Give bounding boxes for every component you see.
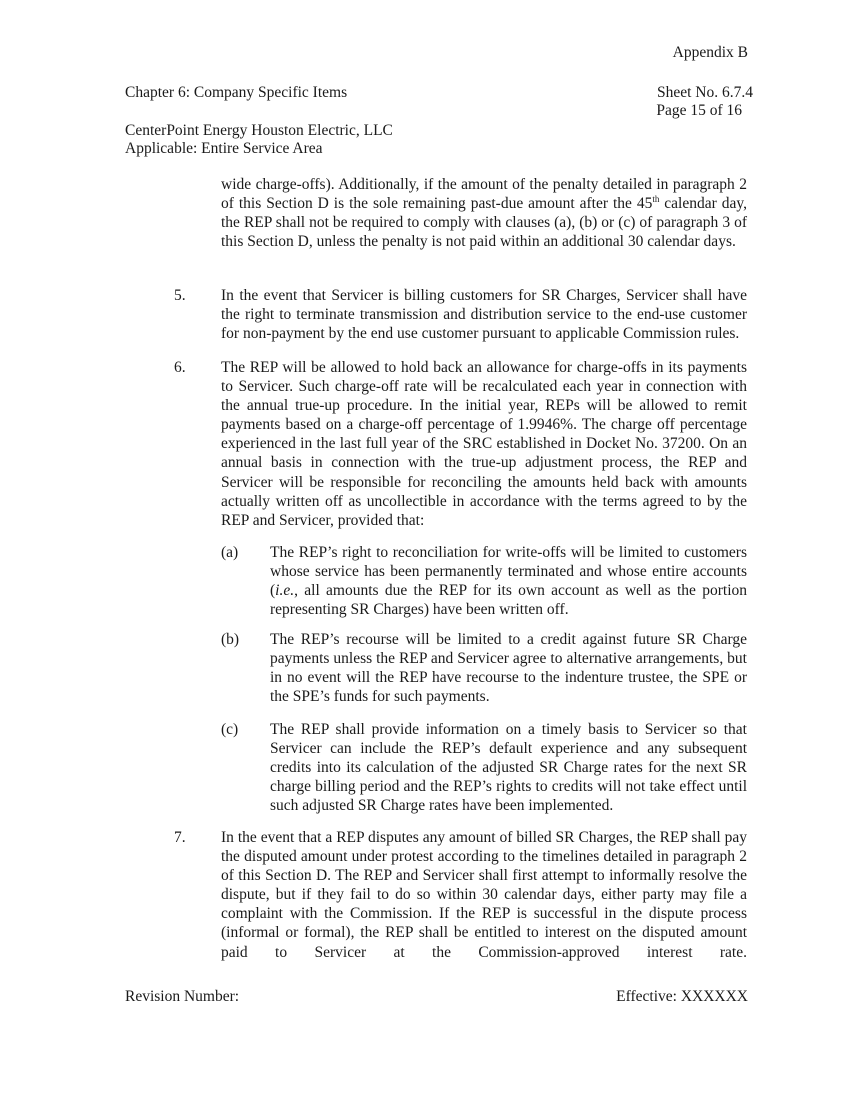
subitem-paragraph: The REP’s right to reconciliation for write-offs will be limited to customers whose service has been permanently terminated and whose entire accounts (i.e., all amounts due the REP for its own account as well as the portion representing SR Charges) have been written off. [270, 544, 747, 619]
subitem-label: (c) [221, 721, 239, 738]
company-name: CenterPoint Energy Houston Electric, LLC [125, 122, 393, 139]
item-number: 7. [174, 829, 186, 846]
item-paragraph: In the event that a REP disputes any amount of billed SR Charges, the REP shall pay the disputed amount under protest according to the timelines detailed in paragraph 2 of this Section D. The REP and Servicer shall first attempt to informally resolve the dispute, but if they fail to do so within 30 calendar days, either party may file a complaint with the Commission. If the REP is successful in the dispute process (informal or formal), the REP shall be entitled to interest on the disputed amount paid to Servicer at the Commission-approved interest rate. [221, 829, 747, 961]
ordinal-suffix: th [652, 194, 660, 205]
subitem-label: (b) [221, 631, 240, 648]
page-number: Page 15 of 16 [656, 102, 742, 119]
continuation-paragraph: wide charge-offs). Additionally, if the amount of the penalty detailed in paragraph 2 of this Section D is the sole remaining past-due amount after the 45th calendar day, the REP shall not be required to comply with clauses (a), (b) or (c) of paragraph 3 of this Section D, unless the penalty is not paid within an additional 30 calendar days. [221, 176, 747, 251]
sheet-number: Sheet No. 6.7.4 [656, 84, 753, 101]
subitem-paragraph: The REP shall provide information on a timely basis to Servicer so that Servicer can include the REP’s default experience and any subsequent credits into its calculation of the adjusted SR Charge rates for the next SR charge billing period and the REP’s rights to credits will not take effect until such adjusted SR Charge rates have been implemented. [270, 721, 747, 815]
subitem-paragraph: The REP’s recourse will be limited to a credit against future SR Charge payments unless the REP and Servicer agree to alternative arrangements, but in no event will the REP have recourse to the indenture trustee, the SPE or the SPE’s funds for such payments. [270, 631, 747, 706]
item-paragraph: In the event that Servicer is billing customers for SR Charges, Servicer shall have the right to terminate transmission and distribution service to the end-use customer for non-payment by the end use customer pursuant to applicable Commission rules. [221, 287, 747, 343]
applicable-area: Applicable: Entire Service Area [125, 140, 323, 157]
item-number: 6. [174, 359, 186, 376]
appendix-label: Appendix B [672, 44, 748, 61]
item-number: 5. [174, 287, 186, 304]
chapter-title: Chapter 6: Company Specific Items [125, 84, 348, 101]
subitem-label: (a) [221, 544, 239, 561]
revision-number: Revision Number: [125, 988, 240, 1005]
effective-date: Effective: XXXXXX [616, 988, 748, 1005]
item-paragraph: The REP will be allowed to hold back an allowance for charge-offs in its payments to Servicer. Such charge-off rate will be recalculated each year in connection with the annual true-up procedure. In the initial year, REPs will be allowed to remit payments based on a charge-off percentage of 1.9946%. The charge off percentage experienced in the last full year of the SRC established in Docket No. 37200. On an annual basis in connection with the true-up adjustment process, the REP and Servicer will be responsible for reconciling the amounts held back with amounts actually written off as uncollectible in accordance with the terms agreed to by the REP and Servicer, provided that: [221, 359, 747, 529]
